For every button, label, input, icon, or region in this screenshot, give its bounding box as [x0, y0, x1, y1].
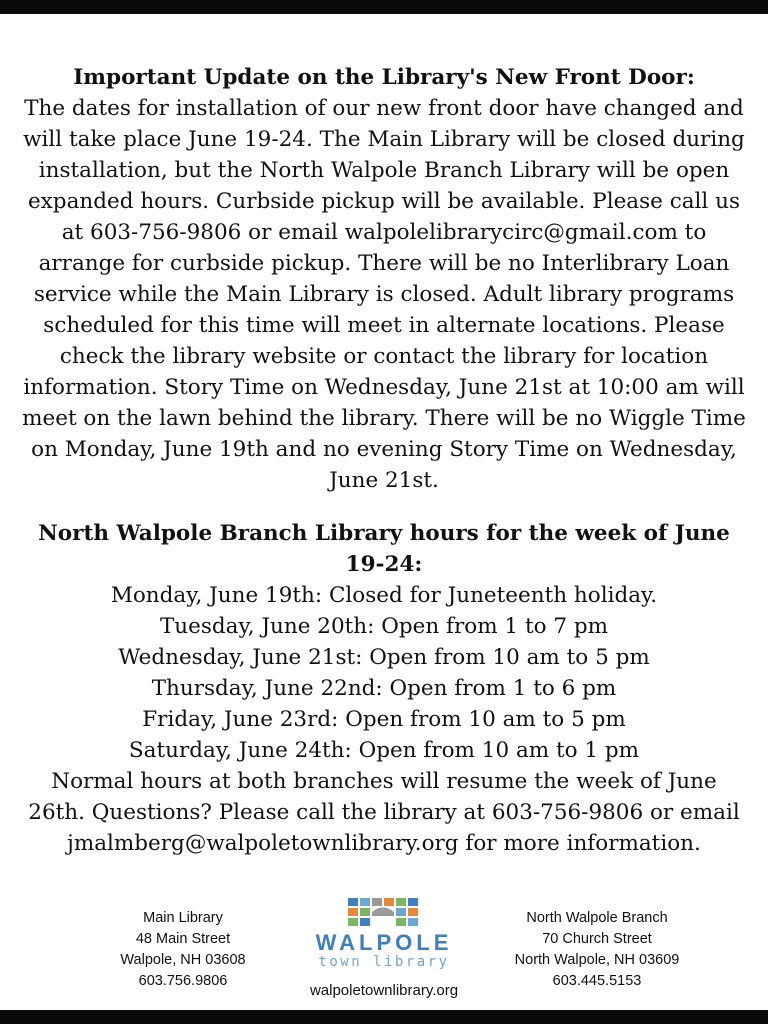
main-library-street: 48 Main Street [135, 931, 231, 947]
north-branch-address [482, 908, 712, 992]
top-border-bar [0, 0, 768, 14]
website-link[interactable]: walpoletownlibrary.org [309, 982, 459, 999]
hours-day-thursday: Thursday, June 22nd: Open from 1 to 6 pm [151, 676, 617, 701]
front-door-notice [20, 62, 748, 496]
main-library-name: Main Library [143, 910, 223, 926]
main-library-address [68, 908, 298, 992]
closing-paragraph [20, 766, 748, 859]
walpole-library-logo [300, 898, 468, 969]
north-branch-phone: 603.445.5153 [552, 973, 642, 989]
footer [0, 908, 768, 1004]
notice-heading: Important Update on the Library's New Front Door: [73, 65, 695, 90]
north-branch-street: 70 Church Street [542, 931, 652, 947]
bottom-border-bar [0, 1010, 768, 1024]
branch-hours-section [20, 518, 748, 766]
hours-day-wednesday: Wednesday, June 21st: Open from 10 am to 5 pm [118, 645, 650, 670]
north-branch-name: North Walpole Branch [526, 910, 668, 926]
hours-day-saturday: Saturday, June 24th: Open from 10 am to 1 pm [128, 738, 640, 763]
notice-body: The dates for installation of our new front door have changed and will take place June 19-24. The Main Library will be closed during installation, but the North Walpole Branch Library will be open expanded hours. Curbside pickup will be available. Please call us at 603-756-9806 or email walpolelibrarycirc@gmail.com to arrange for curbside pickup. There will be no Interlibrary Loan service while the Main Library is closed. Adult library programs scheduled for this time will meet in alternate locations. Please check the library website or contact the library for location information. Story Time on Wednesday, June 21st at 10:00 am will meet on the lawn behind the library. There will be no Wiggle Time on Monday, June 19th and no evening Story Time on Wednesday, June 21st. [22, 96, 746, 493]
library-building-icon [348, 898, 420, 928]
main-library-phone: 603.756.9806 [138, 973, 228, 989]
north-branch-city: North Walpole, NH 03609 [514, 952, 680, 968]
logo-subtitle: town library [318, 954, 450, 970]
hours-day-friday: Friday, June 23rd: Open from 10 am to 5 pm [142, 707, 626, 732]
main-library-city: Walpole, NH 03608 [120, 952, 246, 968]
closing-text: Normal hours at both branches will resume the week of June 26th. Questions? Please call the library at 603-756-9806 or email jmalmberg@walpoletownlibrary.org for more information. [28, 769, 740, 856]
hours-day-tuesday: Tuesday, June 20th: Open from 1 to 7 pm [159, 614, 609, 639]
hours-day-monday: Monday, June 19th: Closed for Juneteenth holiday. [110, 583, 658, 608]
logo-wordmark: WALPOLE [315, 930, 453, 955]
hours-heading: North Walpole Branch Library hours for the week of June 19-24: [38, 521, 730, 577]
